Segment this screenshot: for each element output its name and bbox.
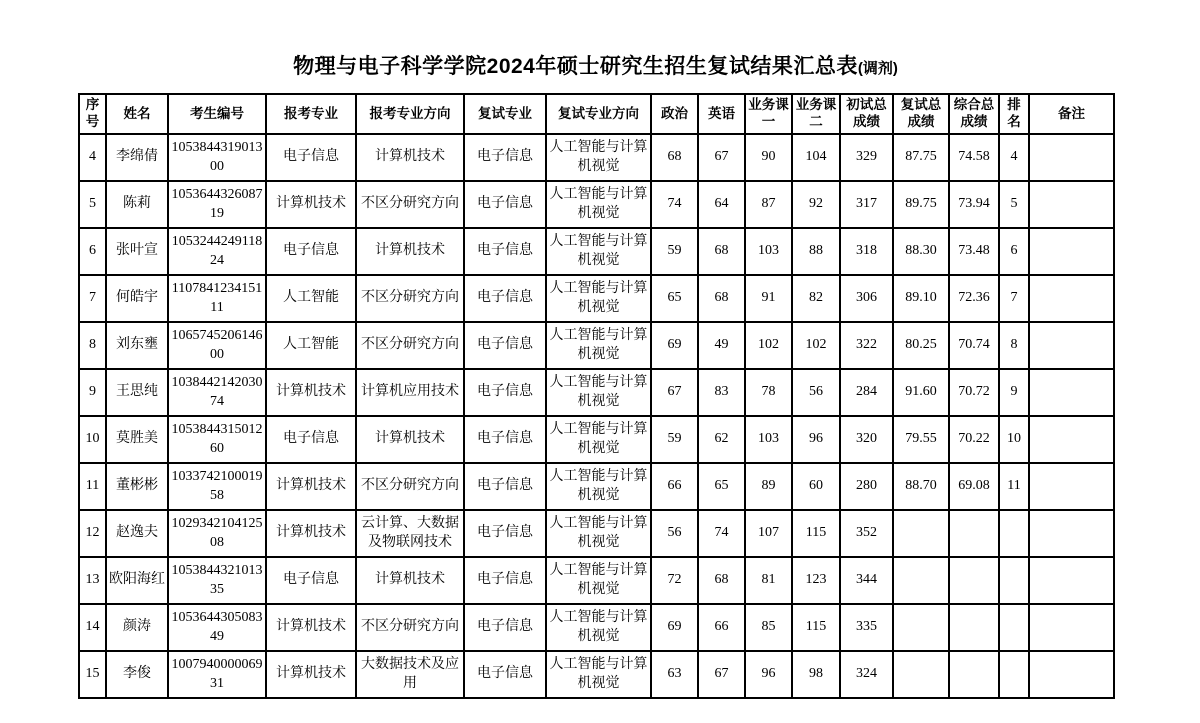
cell-ksbh: 102934210412508 [168, 510, 266, 557]
cell-bz [1029, 134, 1114, 181]
cell-ywk2: 96 [792, 416, 840, 463]
cell-zz: 56 [651, 510, 698, 557]
cell-cszcj: 284 [840, 369, 893, 416]
cell-fszcj: 89.10 [893, 275, 949, 322]
cell-fszcj: 88.70 [893, 463, 949, 510]
cell-pm: 10 [999, 416, 1029, 463]
cell-pm: 4 [999, 134, 1029, 181]
header-cell-ywk1: 业务课一 [745, 94, 792, 134]
cell-xm: 董彬彬 [106, 463, 168, 510]
table-row [79, 416, 1114, 463]
cell-ywk1: 96 [745, 651, 792, 698]
table-row [79, 463, 1114, 510]
cell-bz [1029, 416, 1114, 463]
cell-cszcj: 324 [840, 651, 893, 698]
cell-cszcj: 352 [840, 510, 893, 557]
cell-yy: 62 [698, 416, 745, 463]
cell-xm: 李绵倩 [106, 134, 168, 181]
cell-bkzyfx: 大数据技术及应用 [356, 651, 464, 698]
table-row [79, 134, 1114, 181]
cell-zz: 63 [651, 651, 698, 698]
cell-xm: 赵逸夫 [106, 510, 168, 557]
cell-bkzy: 人工智能 [266, 322, 356, 369]
cell-yy: 68 [698, 557, 745, 604]
cell-fszcj: 87.75 [893, 134, 949, 181]
cell-xm: 李俊 [106, 651, 168, 698]
header-cell-ywk2: 业务课二 [792, 94, 840, 134]
table-header [79, 94, 1114, 134]
cell-bz [1029, 651, 1114, 698]
cell-fszcj: 88.30 [893, 228, 949, 275]
cell-bz [1029, 181, 1114, 228]
cell-bkzy: 计算机技术 [266, 651, 356, 698]
cell-fszcj [893, 651, 949, 698]
cell-bkzy: 电子信息 [266, 557, 356, 604]
results-table [78, 93, 1115, 699]
cell-bz [1029, 463, 1114, 510]
cell-xm: 陈莉 [106, 181, 168, 228]
cell-xh: 4 [79, 134, 106, 181]
table-row [79, 275, 1114, 322]
cell-cszcj: 318 [840, 228, 893, 275]
cell-fszy: 电子信息 [464, 369, 546, 416]
cell-pm: 11 [999, 463, 1029, 510]
cell-yy: 65 [698, 463, 745, 510]
cell-pm [999, 604, 1029, 651]
table-row [79, 228, 1114, 275]
cell-xh: 15 [79, 651, 106, 698]
cell-bz [1029, 510, 1114, 557]
cell-zhzcj: 70.74 [949, 322, 999, 369]
cell-fszyfx: 人工智能与计算机视觉 [546, 181, 651, 228]
cell-fszy: 电子信息 [464, 463, 546, 510]
cell-zz: 74 [651, 181, 698, 228]
cell-xm: 刘东壅 [106, 322, 168, 369]
header-cell-fszyfx: 复试专业方向 [546, 94, 651, 134]
cell-fszyfx: 人工智能与计算机视觉 [546, 369, 651, 416]
table-row [79, 604, 1114, 651]
table-body [79, 134, 1114, 698]
table-row [79, 651, 1114, 698]
header-cell-xm: 姓名 [106, 94, 168, 134]
cell-ywk2: 82 [792, 275, 840, 322]
cell-cszcj: 335 [840, 604, 893, 651]
cell-bkzy: 计算机技术 [266, 463, 356, 510]
cell-zhzcj [949, 557, 999, 604]
header-cell-bkzy: 报考专业 [266, 94, 356, 134]
cell-xh: 8 [79, 322, 106, 369]
cell-bkzy: 计算机技术 [266, 604, 356, 651]
cell-bkzyfx: 不区分研究方向 [356, 604, 464, 651]
cell-zz: 65 [651, 275, 698, 322]
cell-ywk2: 115 [792, 604, 840, 651]
cell-zz: 68 [651, 134, 698, 181]
cell-fszcj [893, 604, 949, 651]
cell-bz [1029, 322, 1114, 369]
cell-ksbh: 110784123415111 [168, 275, 266, 322]
cell-fszyfx: 人工智能与计算机视觉 [546, 416, 651, 463]
cell-fszyfx: 人工智能与计算机视觉 [546, 651, 651, 698]
cell-xh: 10 [79, 416, 106, 463]
cell-fszyfx: 人工智能与计算机视觉 [546, 322, 651, 369]
cell-ywk2: 60 [792, 463, 840, 510]
cell-yy: 68 [698, 275, 745, 322]
header-cell-zz: 政治 [651, 94, 698, 134]
cell-ywk1: 78 [745, 369, 792, 416]
cell-pm [999, 557, 1029, 604]
cell-ywk2: 115 [792, 510, 840, 557]
cell-fszy: 电子信息 [464, 181, 546, 228]
cell-cszcj: 329 [840, 134, 893, 181]
cell-yy: 67 [698, 651, 745, 698]
cell-bkzyfx: 不区分研究方向 [356, 275, 464, 322]
header-cell-ksbh: 考生编号 [168, 94, 266, 134]
cell-ywk2: 88 [792, 228, 840, 275]
cell-fszy: 电子信息 [464, 510, 546, 557]
cell-zhzcj [949, 651, 999, 698]
cell-zhzcj: 70.22 [949, 416, 999, 463]
cell-cszcj: 320 [840, 416, 893, 463]
cell-ywk2: 123 [792, 557, 840, 604]
cell-yy: 66 [698, 604, 745, 651]
cell-bkzy: 计算机技术 [266, 181, 356, 228]
header-cell-pm: 排名 [999, 94, 1029, 134]
cell-fszyfx: 人工智能与计算机视觉 [546, 134, 651, 181]
page-title-suffix: (调剂) [857, 60, 898, 77]
cell-fszy: 电子信息 [464, 228, 546, 275]
cell-ywk2: 104 [792, 134, 840, 181]
table-row [79, 322, 1114, 369]
cell-ksbh: 105384431901300 [168, 134, 266, 181]
cell-xm: 何皓宇 [106, 275, 168, 322]
cell-pm [999, 651, 1029, 698]
cell-zhzcj: 70.72 [949, 369, 999, 416]
cell-fszy: 电子信息 [464, 134, 546, 181]
cell-xm: 莫胜美 [106, 416, 168, 463]
cell-cszcj: 306 [840, 275, 893, 322]
cell-ywk2: 92 [792, 181, 840, 228]
cell-fszcj [893, 557, 949, 604]
cell-ywk2: 102 [792, 322, 840, 369]
cell-xh: 6 [79, 228, 106, 275]
cell-bz [1029, 557, 1114, 604]
cell-bkzyfx: 计算机应用技术 [356, 369, 464, 416]
cell-fszcj: 89.75 [893, 181, 949, 228]
page-title [78, 50, 1113, 80]
cell-ksbh: 105364432608719 [168, 181, 266, 228]
cell-cszcj: 344 [840, 557, 893, 604]
cell-bz [1029, 275, 1114, 322]
cell-fszy: 电子信息 [464, 604, 546, 651]
cell-yy: 49 [698, 322, 745, 369]
cell-zz: 59 [651, 416, 698, 463]
cell-fszy: 电子信息 [464, 557, 546, 604]
cell-pm: 7 [999, 275, 1029, 322]
table-row [79, 510, 1114, 557]
cell-xm: 张叶宣 [106, 228, 168, 275]
header-cell-fszcj: 复试总成绩 [893, 94, 949, 134]
cell-bkzy: 电子信息 [266, 416, 356, 463]
cell-fszcj: 91.60 [893, 369, 949, 416]
cell-xm: 王思纯 [106, 369, 168, 416]
cell-cszcj: 280 [840, 463, 893, 510]
cell-ksbh: 103844214203074 [168, 369, 266, 416]
cell-fszyfx: 人工智能与计算机视觉 [546, 510, 651, 557]
header-cell-fszy: 复试专业 [464, 94, 546, 134]
cell-fszcj [893, 510, 949, 557]
cell-zz: 59 [651, 228, 698, 275]
cell-ywk2: 56 [792, 369, 840, 416]
cell-zhzcj: 72.36 [949, 275, 999, 322]
cell-fszyfx: 人工智能与计算机视觉 [546, 604, 651, 651]
header-row [79, 94, 1114, 134]
cell-yy: 68 [698, 228, 745, 275]
cell-xh: 7 [79, 275, 106, 322]
cell-xh: 5 [79, 181, 106, 228]
cell-cszcj: 322 [840, 322, 893, 369]
cell-zz: 69 [651, 604, 698, 651]
cell-fszcj: 79.55 [893, 416, 949, 463]
cell-yy: 67 [698, 134, 745, 181]
header-cell-cszcj: 初试总成绩 [840, 94, 893, 134]
cell-bkzyfx: 计算机技术 [356, 416, 464, 463]
cell-bkzyfx: 计算机技术 [356, 228, 464, 275]
cell-ksbh: 100794000006931 [168, 651, 266, 698]
table-row [79, 557, 1114, 604]
cell-cszcj: 317 [840, 181, 893, 228]
cell-bkzy: 电子信息 [266, 134, 356, 181]
table-row [79, 369, 1114, 416]
cell-zz: 72 [651, 557, 698, 604]
cell-pm: 9 [999, 369, 1029, 416]
cell-ywk2: 98 [792, 651, 840, 698]
cell-xm: 欧阳海红 [106, 557, 168, 604]
cell-zhzcj: 74.58 [949, 134, 999, 181]
cell-ywk1: 103 [745, 416, 792, 463]
cell-fszyfx: 人工智能与计算机视觉 [546, 228, 651, 275]
cell-zhzcj: 69.08 [949, 463, 999, 510]
cell-xh: 11 [79, 463, 106, 510]
cell-bkzyfx: 计算机技术 [356, 557, 464, 604]
cell-bz [1029, 369, 1114, 416]
cell-xh: 13 [79, 557, 106, 604]
cell-zz: 67 [651, 369, 698, 416]
cell-zhzcj [949, 604, 999, 651]
page-title-text: 物理与电子科学学院2024年硕士研究生招生复试结果汇总表 [293, 55, 858, 78]
cell-fszyfx: 人工智能与计算机视觉 [546, 557, 651, 604]
cell-ksbh: 105364430508349 [168, 604, 266, 651]
cell-bkzyfx: 不区分研究方向 [356, 463, 464, 510]
cell-bz [1029, 228, 1114, 275]
cell-bkzyfx: 不区分研究方向 [356, 322, 464, 369]
cell-ywk1: 90 [745, 134, 792, 181]
header-cell-bkzyfx: 报考专业方向 [356, 94, 464, 134]
cell-zhzcj [949, 510, 999, 557]
cell-bkzyfx: 不区分研究方向 [356, 181, 464, 228]
cell-xh: 14 [79, 604, 106, 651]
cell-yy: 74 [698, 510, 745, 557]
cell-pm: 5 [999, 181, 1029, 228]
cell-fszcj: 80.25 [893, 322, 949, 369]
cell-bkzy: 计算机技术 [266, 510, 356, 557]
cell-bkzy: 计算机技术 [266, 369, 356, 416]
cell-ywk1: 102 [745, 322, 792, 369]
cell-zz: 66 [651, 463, 698, 510]
cell-ksbh: 105324424911824 [168, 228, 266, 275]
header-cell-zhzcj: 综合总成绩 [949, 94, 999, 134]
cell-yy: 64 [698, 181, 745, 228]
header-cell-yy: 英语 [698, 94, 745, 134]
cell-xh: 12 [79, 510, 106, 557]
cell-ksbh: 105384432101335 [168, 557, 266, 604]
cell-bkzy: 人工智能 [266, 275, 356, 322]
header-cell-bz: 备注 [1029, 94, 1114, 134]
cell-ksbh: 106574520614600 [168, 322, 266, 369]
cell-bkzyfx: 云计算、大数据及物联网技术 [356, 510, 464, 557]
cell-ywk1: 89 [745, 463, 792, 510]
cell-bkzy: 电子信息 [266, 228, 356, 275]
cell-fszyfx: 人工智能与计算机视觉 [546, 463, 651, 510]
cell-bz [1029, 604, 1114, 651]
cell-pm [999, 510, 1029, 557]
cell-zhzcj: 73.48 [949, 228, 999, 275]
cell-fszy: 电子信息 [464, 322, 546, 369]
cell-yy: 83 [698, 369, 745, 416]
cell-ywk1: 103 [745, 228, 792, 275]
cell-ksbh: 103374210001958 [168, 463, 266, 510]
cell-zhzcj: 73.94 [949, 181, 999, 228]
cell-fszy: 电子信息 [464, 275, 546, 322]
cell-fszy: 电子信息 [464, 416, 546, 463]
cell-pm: 6 [999, 228, 1029, 275]
header-cell-xh: 序号 [79, 94, 106, 134]
cell-ywk1: 87 [745, 181, 792, 228]
cell-pm: 8 [999, 322, 1029, 369]
cell-xm: 颜涛 [106, 604, 168, 651]
cell-bkzyfx: 计算机技术 [356, 134, 464, 181]
cell-ywk1: 107 [745, 510, 792, 557]
cell-ywk1: 81 [745, 557, 792, 604]
cell-ksbh: 105384431501260 [168, 416, 266, 463]
table-row [79, 181, 1114, 228]
cell-ywk1: 91 [745, 275, 792, 322]
cell-xh: 9 [79, 369, 106, 416]
cell-fszy: 电子信息 [464, 651, 546, 698]
cell-zz: 69 [651, 322, 698, 369]
cell-ywk1: 85 [745, 604, 792, 651]
cell-fszyfx: 人工智能与计算机视觉 [546, 275, 651, 322]
